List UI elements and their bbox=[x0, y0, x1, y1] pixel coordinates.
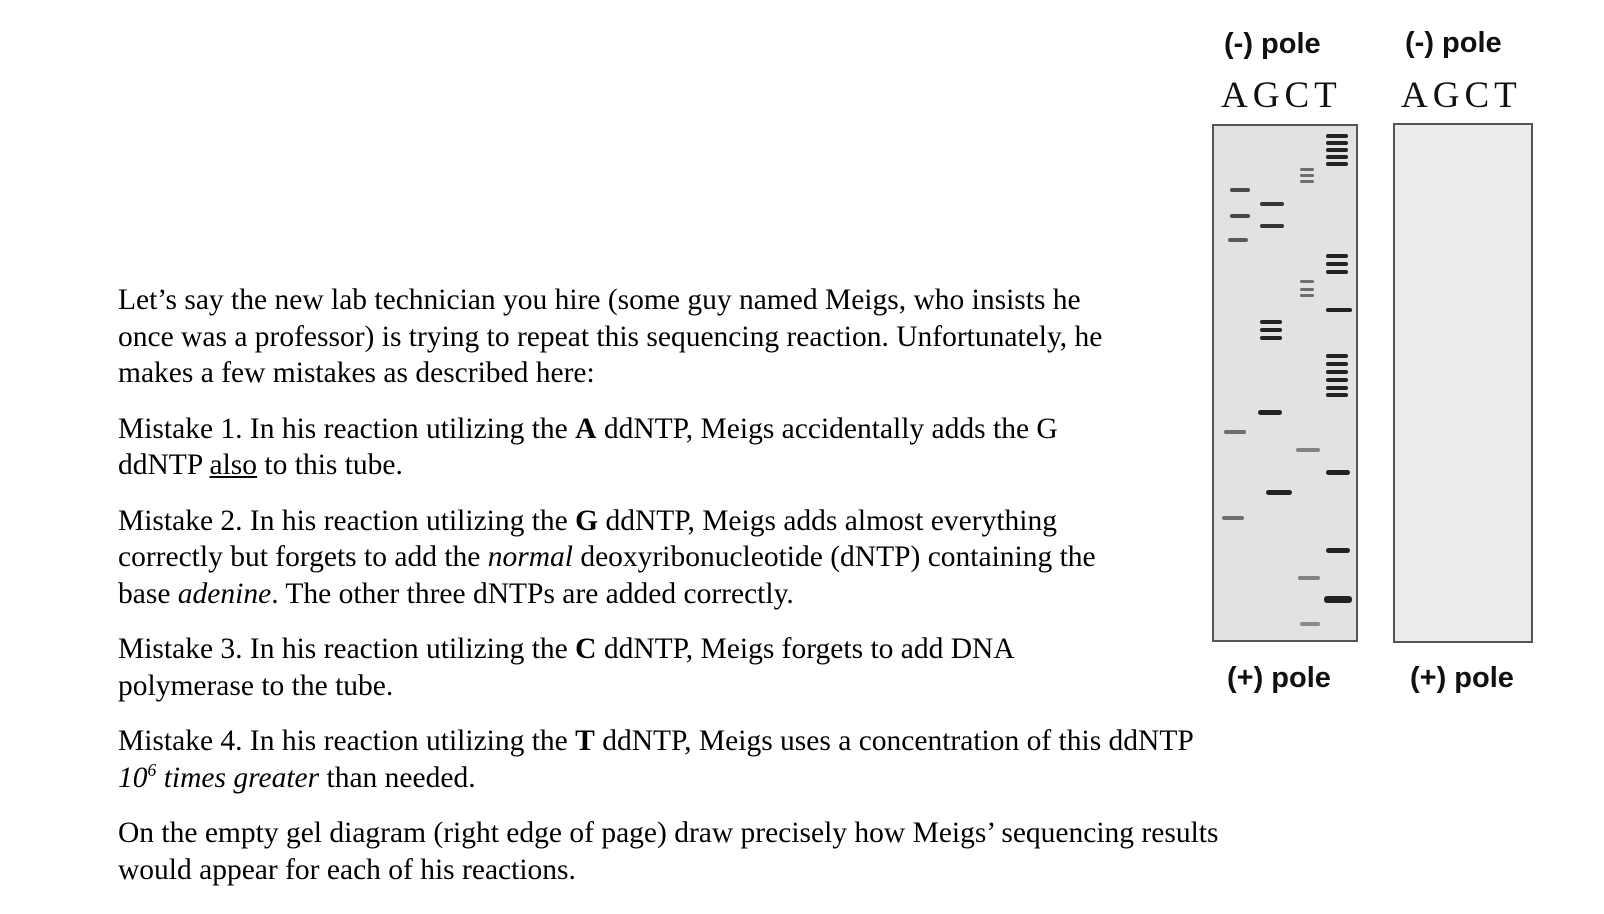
gel-band bbox=[1260, 336, 1282, 340]
right-gel-empty-drawing-area[interactable] bbox=[1393, 123, 1533, 643]
question-text bbox=[118, 282, 1348, 888]
mistake-1-lead: Mistake 1. In his reaction utilizing the bbox=[118, 412, 576, 445]
mistake-4-italic: times greater bbox=[156, 761, 320, 794]
left-gel-negative-pole: (-) pole bbox=[1224, 28, 1321, 60]
right-gel-lane-labels: AGCT bbox=[1401, 75, 1522, 116]
mistake-2-rest: ddNTP, Meigs adds almost everything bbox=[598, 504, 1057, 537]
mistake-1-base: A bbox=[575, 412, 597, 445]
mistake-4-base: T bbox=[575, 725, 595, 757]
gel-band bbox=[1324, 596, 1352, 603]
mistake-2-italic-normal: normal bbox=[487, 541, 573, 573]
gel-band bbox=[1298, 576, 1320, 580]
right-gel-positive-pole: (+) pole bbox=[1410, 662, 1514, 694]
gel-band bbox=[1260, 328, 1282, 332]
gel-band bbox=[1222, 516, 1244, 520]
gel-band bbox=[1228, 238, 1248, 242]
left-gel-image bbox=[1212, 124, 1358, 642]
gel-band bbox=[1326, 254, 1348, 258]
gel-band bbox=[1326, 155, 1348, 159]
gel-band bbox=[1300, 280, 1314, 283]
gel-band bbox=[1230, 214, 1250, 218]
mistake-1-rest: ddNTP, Meigs accidentally adds the G bbox=[596, 412, 1058, 445]
mistake-2-italic-adenine: adenine bbox=[177, 577, 272, 610]
gel-band bbox=[1326, 141, 1348, 145]
mistake-2-paragraph bbox=[118, 503, 1348, 613]
intro-line-3: makes a few mistakes as described here: bbox=[118, 357, 595, 389]
left-gel-lane-labels: AGCT bbox=[1221, 75, 1342, 116]
mistake-3-line2: polymerase to the tube. bbox=[118, 669, 394, 702]
gel-band bbox=[1260, 202, 1284, 206]
mistake-4-exponent: 6 bbox=[147, 759, 157, 780]
gel-band bbox=[1326, 548, 1350, 553]
mistake-3-paragraph bbox=[118, 631, 1348, 704]
right-gel-negative-pole: (-) pole bbox=[1405, 27, 1502, 59]
gel-band bbox=[1266, 490, 1292, 495]
mistake-1-underlined: also bbox=[209, 449, 258, 481]
mistake-2-lead: Mistake 2. In his reaction utilizing the bbox=[118, 504, 576, 537]
gel-band bbox=[1326, 354, 1348, 358]
intro-line-1: Let’s say the new lab technician you hire (some guy named Meigs, who insists he bbox=[118, 284, 1081, 316]
gel-band bbox=[1224, 430, 1246, 434]
mistake-4-lead: Mistake 4. In his reaction utilizing the bbox=[118, 725, 576, 757]
final-instruction bbox=[118, 815, 1348, 888]
gel-band bbox=[1300, 294, 1314, 297]
gel-band bbox=[1326, 370, 1348, 374]
gel-band bbox=[1326, 308, 1352, 312]
gel-band bbox=[1326, 148, 1348, 152]
mistake-2-line3-pre: base bbox=[118, 577, 178, 610]
mistake-1-line2-post: to this tube. bbox=[257, 449, 403, 481]
gel-band bbox=[1230, 188, 1250, 192]
mistake-2-line2-post: deoxyribonucleotide (dNTP) containing the bbox=[572, 541, 1096, 573]
mistake-2-base: G bbox=[575, 504, 599, 537]
final-line-1: On the empty gel diagram (right edge of page) draw precisely how Meigs’ sequencing results bbox=[118, 817, 1219, 849]
gel-band bbox=[1300, 288, 1314, 291]
gel-band bbox=[1326, 378, 1348, 382]
mistake-2-line3-post: . The other three dNTPs are added correctly. bbox=[271, 577, 794, 610]
intro-paragraph bbox=[118, 282, 1208, 392]
gel-band bbox=[1296, 448, 1320, 452]
final-line-2: would appear for each of his reactions. bbox=[118, 853, 576, 886]
gel-band bbox=[1326, 362, 1348, 366]
gel-band bbox=[1326, 134, 1348, 138]
mistake-4-power-base: 10 bbox=[118, 761, 148, 794]
mistake-1-line2-pre: ddNTP bbox=[118, 449, 210, 481]
mistake-3-lead: Mistake 3. In his reaction utilizing the bbox=[118, 633, 576, 665]
gel-band bbox=[1258, 410, 1282, 415]
gel-band bbox=[1326, 386, 1348, 390]
gel-band bbox=[1300, 174, 1314, 177]
mistake-1-paragraph bbox=[118, 411, 1348, 484]
gel-band bbox=[1260, 320, 1282, 324]
mistake-4-line2-post: than needed. bbox=[319, 761, 476, 794]
gel-band bbox=[1326, 262, 1348, 266]
intro-line-2: once was a professor) is trying to repeat this sequencing reaction. Unfortunately, he bbox=[118, 320, 1103, 353]
gel-band bbox=[1260, 224, 1284, 228]
gel-band bbox=[1300, 622, 1320, 626]
mistake-4-rest: ddNTP, Meigs uses a concentration of this ddNTP bbox=[594, 725, 1194, 757]
gel-band bbox=[1326, 162, 1348, 166]
left-gel-positive-pole: (+) pole bbox=[1227, 662, 1331, 694]
mistake-2-line2-pre: correctly but forgets to add the bbox=[118, 541, 488, 573]
gel-band bbox=[1326, 470, 1350, 475]
mistake-4-paragraph bbox=[118, 723, 1348, 796]
gel-band bbox=[1300, 168, 1314, 171]
mistake-3-rest: ddNTP, Meigs forgets to add DNA bbox=[596, 633, 1015, 665]
gel-band bbox=[1300, 180, 1314, 183]
mistake-3-base: C bbox=[575, 633, 597, 665]
gel-band bbox=[1326, 270, 1348, 274]
gel-band bbox=[1326, 393, 1348, 397]
